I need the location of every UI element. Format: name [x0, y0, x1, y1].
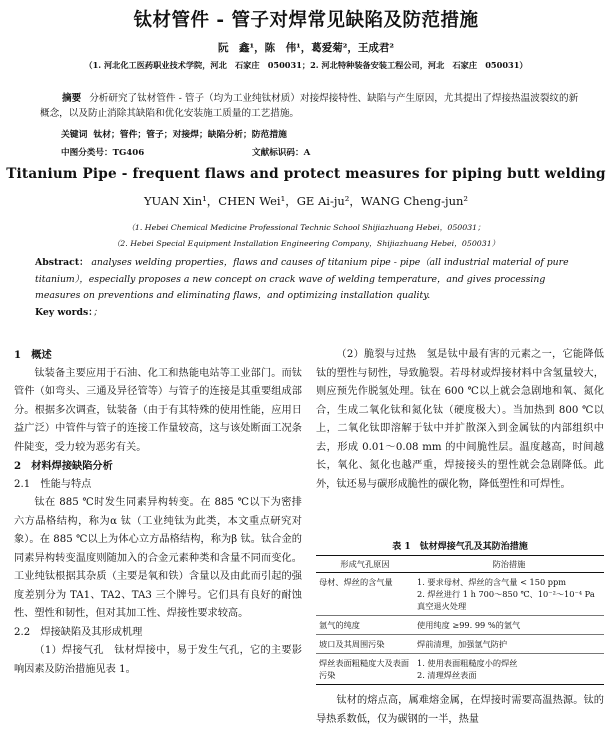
table-cell-measures [414, 616, 604, 635]
table-caption: 表 1 钛材焊接气孔及其防治措施 [392, 542, 528, 552]
table-header-cause: 形成气孔原因 [316, 556, 414, 573]
document-code [252, 146, 310, 158]
table-row [316, 654, 604, 685]
table-row [316, 573, 604, 616]
section-2-2-heading: 2.2 焊接缺陷及其形成机理 [14, 626, 143, 638]
table-cell-cause: 焊丝表面粗糙度大及表面污染 [316, 654, 414, 685]
table-cell-cause: 氩气的纯度 [316, 616, 414, 635]
section-1-heading: 1 概述 [14, 349, 52, 361]
abstract-text: 分析研究了钛材管件 - 管子（均为工业纯钛材质）对接焊接特性、缺陷与产生原因，尤其提出了焊接热温波裂纹的新概念，以及防止消除其缺陷和优化安装施工质量的工艺措施。 [40, 93, 579, 119]
abstract-english-text: analyses welding properties，flaws and causes of titanium pipe - pipe（all industrial material of pure titanium），especially proposes a new concept on crack wave of welding temperature，and gives processing measures on preventions and eliminating flaws，and optimizing installation quality. [35, 257, 569, 302]
measure-item: 2. 焊丝进行 1 h 700～850 ℃、10⁻²～10⁻⁴ Pa 真空退火处理 [417, 589, 595, 611]
section-2-1-heading: 2.1 性能与特点 [14, 478, 92, 490]
measure-item: 焊前清理，加强氩气防护 [417, 639, 508, 649]
title-english: Titanium Pipe - frequent flaws and protect measures for piping butt welding [6, 166, 606, 182]
measure-item: 2. 清理焊丝表面 [417, 670, 477, 680]
right-column-lower [316, 692, 604, 729]
table-cell-measures [414, 573, 604, 616]
keywords-english-label: Key words： [35, 306, 93, 318]
table-row [316, 616, 604, 635]
left-column [14, 346, 302, 679]
title-chinese: 钛材管件 - 管子对焊常见缺陷及防范措施 [133, 10, 479, 31]
abstract-chinese [40, 92, 580, 121]
pore-causes-table [316, 555, 604, 685]
section-1-text: 钛装备主要应用于石油、化工和热能电站等工业部门。而钛管件（如弯头、三通及异径管等）与管子的连接是其重要组成部分。根据多次调查，钛装备（由于有其特殊的使用性能，应用日益广泛）中管件与管子的连接工作量较高，这与该处断面工况条件陡变，受力较为恶劣有关。 [14, 367, 302, 453]
abstract-english-label: Abstract： [35, 257, 89, 268]
clc-value: TG406 [112, 148, 145, 158]
authors-chinese: 阮 鑫¹，陈 伟¹，葛爱菊²，王成君² [218, 42, 394, 54]
abstract-english [35, 255, 575, 321]
affiliation-english-1: （1. Hebei Chemical Medicine Professional Technic School Shijiazhuang Hebei，050031； [127, 223, 485, 232]
table-header-row [316, 556, 604, 573]
table-1 [316, 540, 604, 685]
keywords-label: 关键词 [61, 130, 88, 140]
right-column-upper [316, 346, 604, 494]
measure-item: 1. 要求母材、焊丝的含气量 < 150 ppm [417, 577, 567, 587]
authors-english: YUAN Xin¹，CHEN Wei¹，GE Ai-ju²，WANG Cheng-jun² [143, 194, 469, 208]
doc-code-label: 文献标识码： [252, 148, 304, 158]
affiliation-chinese: （1. 河北化工医药职业技术学院，河北 石家庄 050031；2. 河北特种装备安装工程公司，河北 石家庄 050031） [84, 60, 528, 70]
keywords-text: 钛材；管件；管子；对接焊；缺陷分析；防范措施 [93, 130, 287, 140]
brittleness-paragraph: （2）脆裂与过热 氢是钛中最有害的元素之一，它能降低钛的塑性与韧性，导致脆裂。若母材或焊接材料中含氢量较大，则应预先作脱氢处理。钛在 600 ℃以上就会急剧地和氧、氮化合，生成二氧化钛和氮化钛（硬度极大）。当加热到 800 ℃以上，二氧化钛即溶解于钛中并扩散深入到金属钛的内部组织中去，形成 0.01～0.08 mm 的中间脆性层。温度越高，时间越长，氧化、氮化也越严重，焊接接头的塑性就会急剧降低。此外，钛还易与碳形成脆性的碳化物，降低塑性和可焊性。 [316, 349, 604, 490]
section-2-1-text: 钛在 885 ℃时发生同素异构转变。在 885 ℃以下为密排六方晶格结构，称为α 钛（工业纯钛为此类，本文重点研究对象）。在 885 ℃以上为体心立方晶格结构，称为β 钛。钛合金的同素异构转变温度则随加入的合金元素种类和含量不同而变化。工业纯钛根据其杂质（主要是氧和铁）含量以及由此而引起的强度差别分为 TA1、TA2、TA3 三个牌号。它们具有良好的耐蚀性、塑性和韧性，但对其加工性、焊接性要求较高。 [14, 497, 302, 619]
table-cell-measures [414, 654, 604, 685]
melting-point-paragraph: 钛材的熔点高，属难熔金属，在焊接时需要高温热源。钛的导热系数低，仅为碳钢的一半，热量 [316, 695, 604, 725]
table-header-measures: 防治措施 [414, 556, 604, 573]
keywords-english-text: ； [92, 306, 103, 318]
clc-number [61, 146, 144, 158]
abstract-label: 摘要 [62, 93, 82, 104]
table-cell-measures [414, 635, 604, 654]
affiliation-english-2: （2. Hebei Special Equipment Installation Engineering Company，Shijiazhuang Hebei，050031） [112, 239, 500, 248]
measure-item: 1. 使用表面粗糙度小的焊丝 [417, 658, 518, 668]
table-cell-cause: 坡口及其周围污染 [316, 635, 414, 654]
keywords-chinese [61, 127, 287, 140]
table-row [316, 635, 604, 654]
clc-label: 中图分类号： [61, 148, 113, 158]
section-2-2-text: （1）焊接气孔 钛材焊接中，易于发生气孔，它的主要影响因素及防治措施见表 1。 [14, 645, 302, 675]
section-2-heading: 2 材料焊接缺陷分析 [14, 460, 113, 472]
table-cell-cause: 母材、焊丝的含气量 [316, 573, 414, 616]
doc-code-value: A [303, 148, 311, 158]
measure-item: 使用纯度 ≥99. 99 %的氩气 [417, 620, 521, 630]
